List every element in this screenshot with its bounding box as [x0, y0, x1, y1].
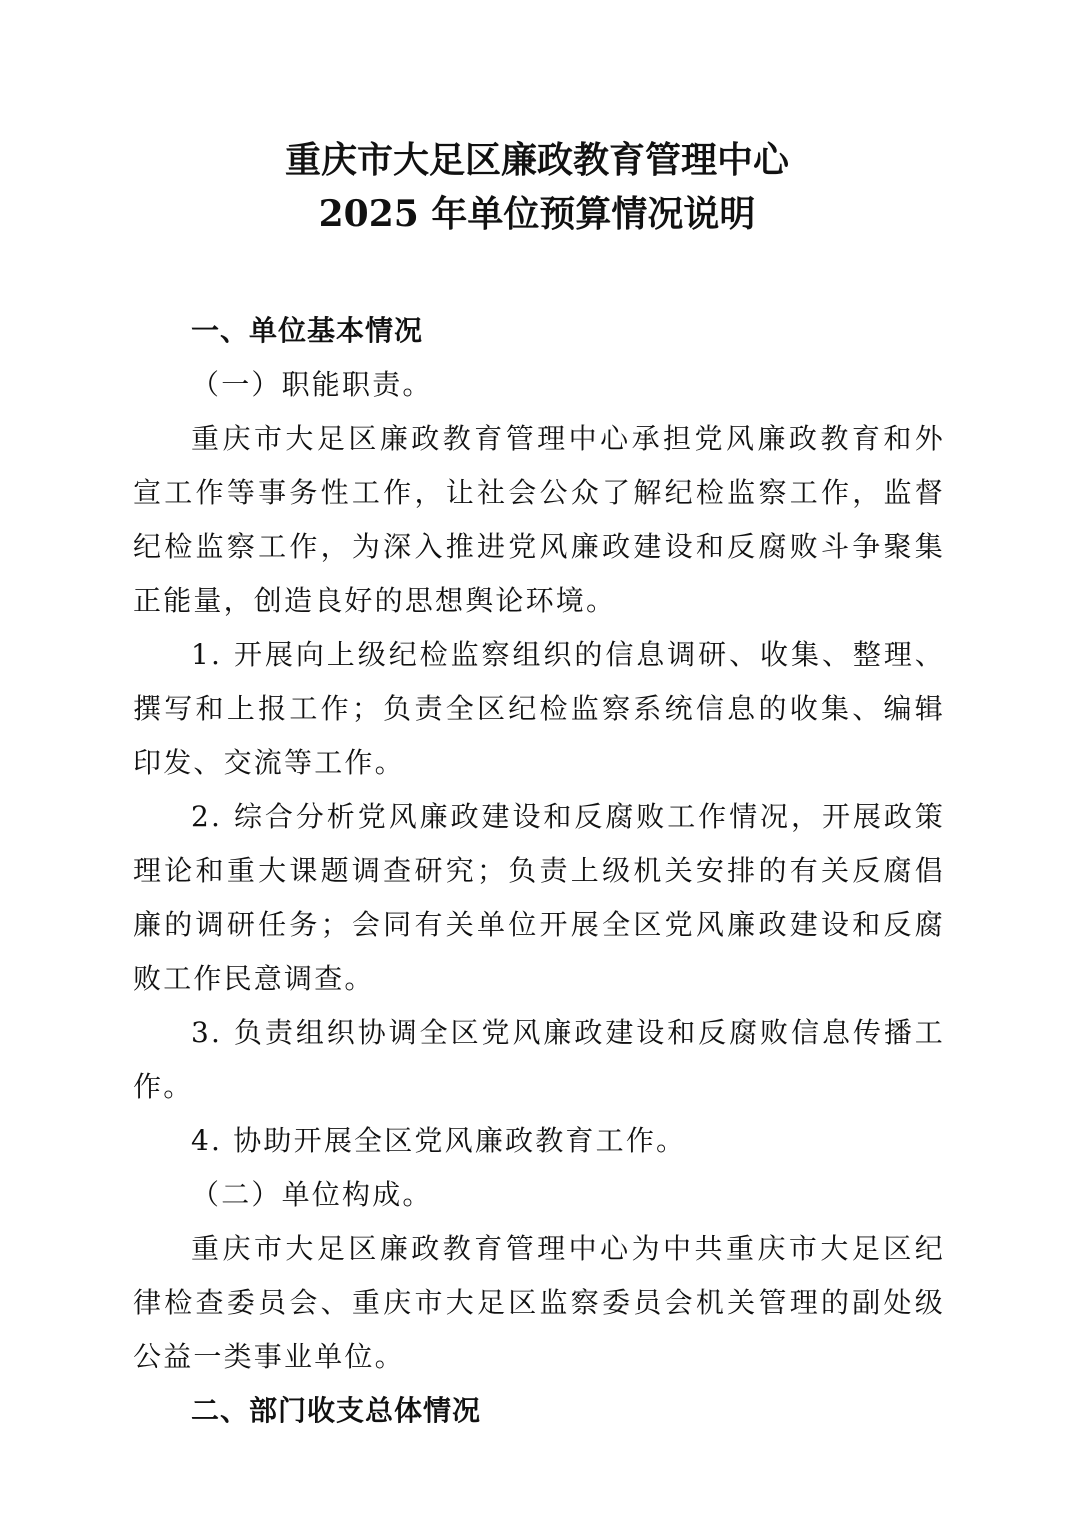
paragraph-duty-3: 3. 负责组织协调全区党风廉政建设和反腐败信息传播工作。	[133, 1016, 945, 1103]
paragraph-duty-intro: 重庆市大足区廉政教育管理中心承担党风廉政教育和外宣工作等事务性工作，让社会公众了解纪检监察工作，监督纪检监察工作，为深入推进党风廉政建设和反腐败斗争聚集正能量，创造良好的思想舆论环境。	[133, 422, 945, 617]
section-heading-budget-overview: 二、部门收支总体情况	[191, 1394, 482, 1427]
subsection-heading-duties: （一）职能职责。	[191, 368, 433, 401]
paragraph-duty-1: 1. 开展向上级纪检监察组织的信息调研、收集、整理、撰写和上报工作；负责全区纪检监察系统信息的收集、编辑印发、交流等工作。	[133, 638, 945, 779]
document-title-line-1: 重庆市大足区廉政教育管理中心	[284, 139, 789, 181]
paragraph-duty-2: 2. 综合分析党风廉政建设和反腐败工作情况，开展政策理论和重大课题调查研究；负责上级机关安排的有关反腐倡廉的调研任务；会同有关单位开展全区党风廉政建设和反腐败工作民意调查。	[133, 800, 945, 995]
subsection-heading-composition: （二）单位构成。	[191, 1178, 433, 1211]
paragraph-composition: 重庆市大足区廉政教育管理中心为中共重庆市大足区纪律检查委员会、重庆市大足区监察委员会机关管理的副处级公益一类事业单位。	[133, 1232, 945, 1373]
document-title-line-2: 2025 年单位预算情况说明	[318, 193, 756, 235]
section-heading-basic-info: 一、单位基本情况	[191, 314, 424, 347]
document-body	[133, 304, 945, 1438]
paragraph-duty-4: 4. 协助开展全区党风廉政教育工作。	[191, 1124, 687, 1157]
